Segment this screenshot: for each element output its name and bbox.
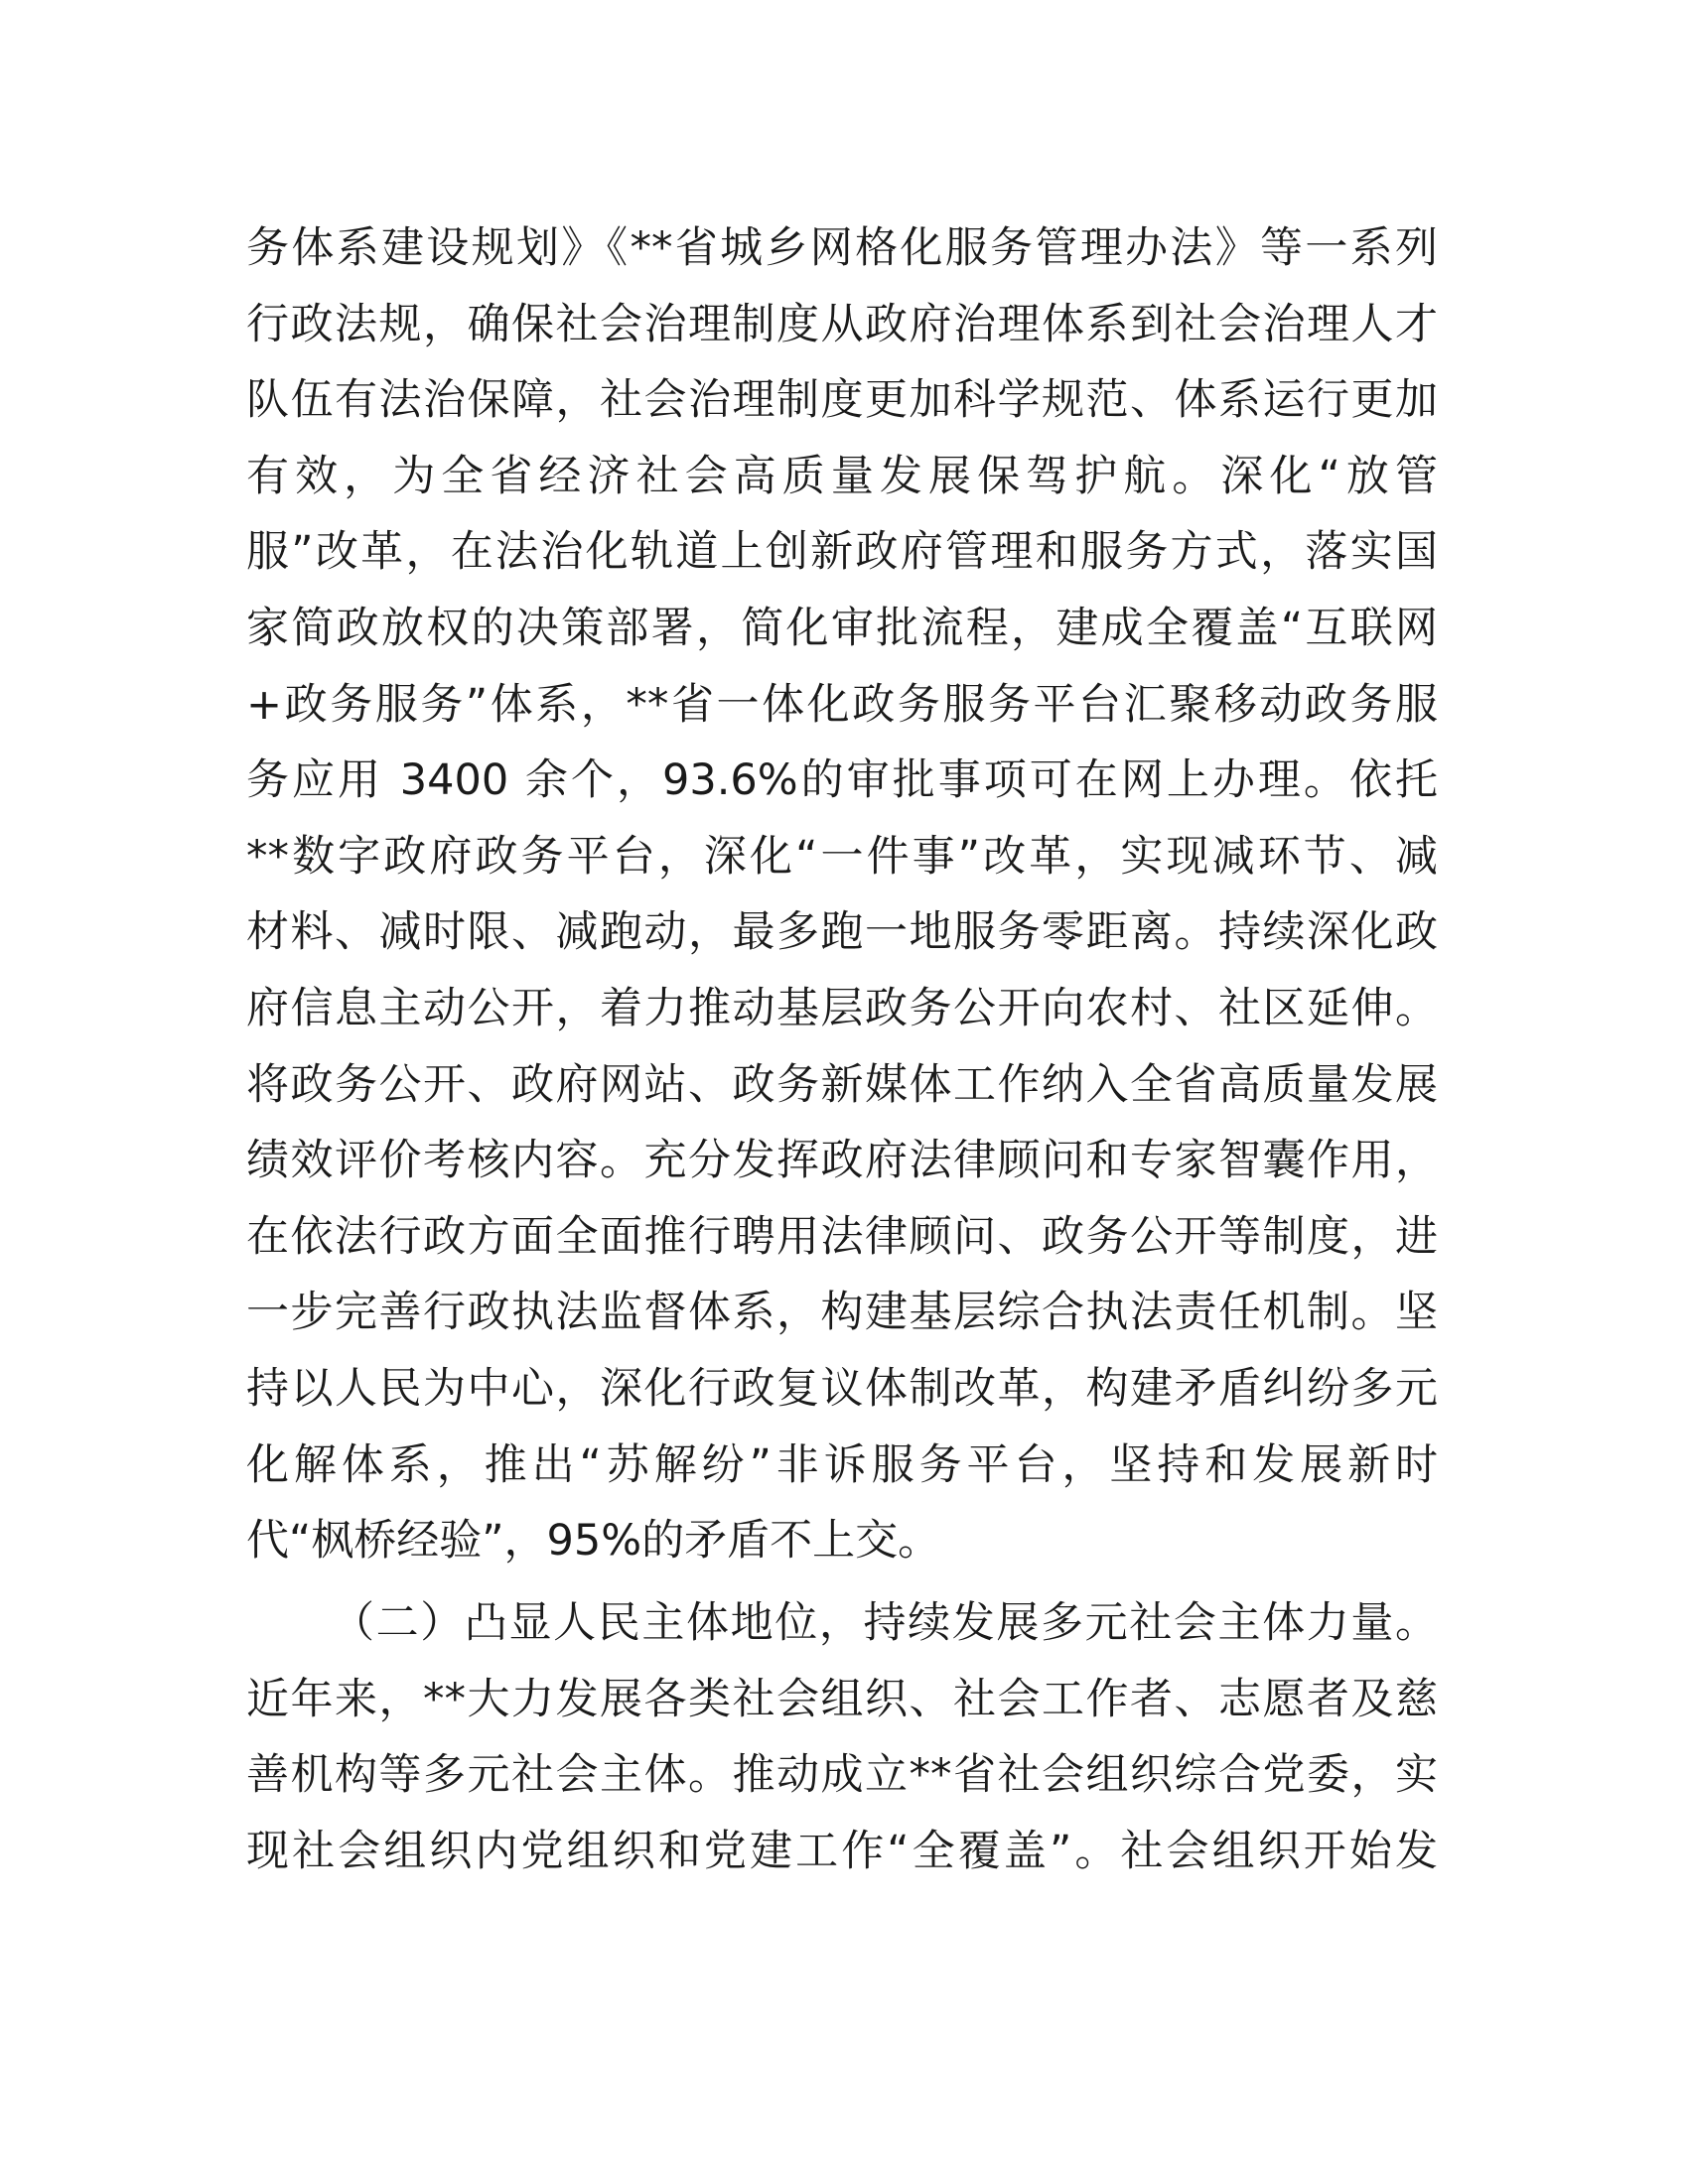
text-line: +政务服务”体系，**省一体化政务服务平台汇聚移动政务服 [246, 679, 1438, 730]
text-line: 将政务公开、政府网站、政务新媒体工作纳入全省高质量发展 [246, 1059, 1438, 1110]
text-line: 材料、减时限、减跑动，最多跑一地服务零距离。持续深化政 [246, 907, 1438, 958]
paragraph-1 [246, 210, 1438, 1579]
text-line: 善机构等多元社会主体。推动成立**省社会组织综合党委，实 [246, 1750, 1438, 1801]
text-line: 务应用 3400 余个，93.6%的审批事项可在网上办理。依托 [246, 755, 1438, 806]
text-line: 府信息主动公开，着力推动基层政务公开向农村、社区延伸。 [246, 983, 1438, 1033]
text-line: 队伍有法治保障，社会治理制度更加科学规范、体系运行更加 [246, 375, 1438, 426]
text-line: 近年来，**大力发展各类社会组织、社会工作者、志愿者及慈 [246, 1674, 1438, 1724]
text-line: 一步完善行政执法监督体系，构建基层综合执法责任机制。坚 [246, 1288, 1438, 1338]
text-line: 现社会组织内党组织和党建工作“全覆盖”。社会组织开始发 [246, 1826, 1438, 1876]
text-line: 持以人民为中心，深化行政复议体制改革，构建矛盾纠纷多元 [246, 1363, 1438, 1414]
section-heading-line: （二）凸显人民主体地位，持续发展多元社会主体力量。 [332, 1598, 1438, 1648]
paragraph-2 [246, 1585, 1438, 1889]
text-line: 有效，为全省经济社会高质量发展保驾护航。深化“放管 [246, 451, 1438, 501]
text-line: 家简政放权的决策部署，简化审批流程，建成全覆盖“互联网 [246, 603, 1438, 653]
text-line: 在依法行政方面全面推行聘用法律顾问、政务公开等制度，进 [246, 1211, 1438, 1262]
text-line: 行政法规，确保社会治理制度从政府治理体系到社会治理人才 [246, 299, 1438, 349]
text-line: 服”改革，在法治化轨道上创新政府管理和服务方式，落实国 [246, 527, 1438, 578]
text-line: 绩效评价考核内容。充分发挥政府法律顾问和专家智囊作用， [246, 1136, 1438, 1186]
text-line: **数字政府政务平台，深化“一件事”改革，实现减环节、减 [246, 831, 1438, 882]
text-line: 务体系建设规划》《**省城乡网格化服务管理办法》等一系列 [246, 223, 1438, 273]
text-line: 代“枫桥经验”，95%的矛盾不上交。 [246, 1516, 941, 1567]
text-line: 化解体系，推出“苏解纷”非诉服务平台，坚持和发展新时 [246, 1439, 1438, 1490]
